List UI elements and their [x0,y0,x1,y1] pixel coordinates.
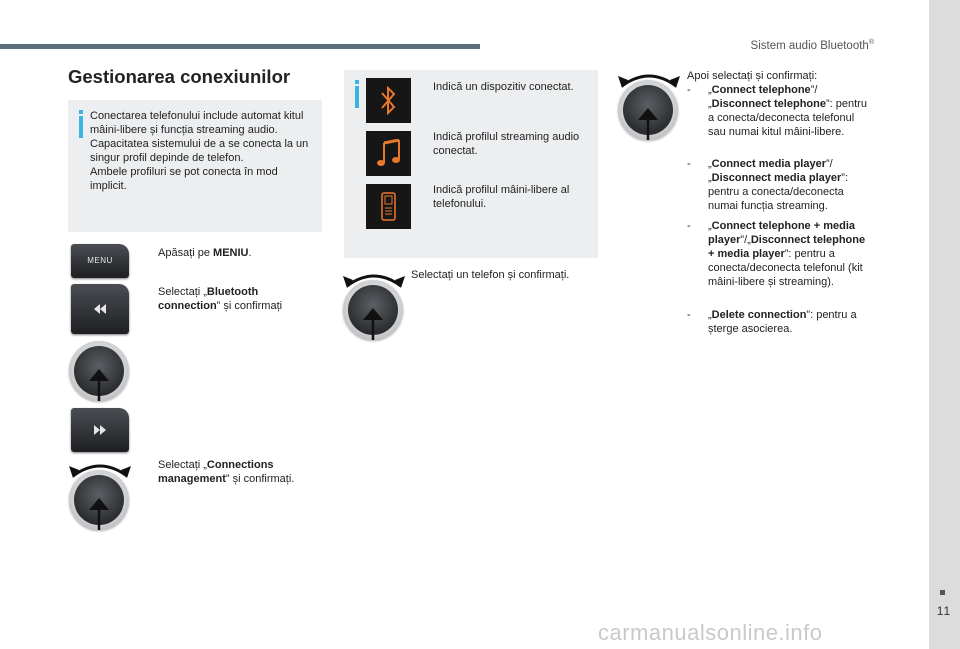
press-arrow-icon [361,308,385,340]
press-arrow-icon [87,498,111,530]
bullet-dash: - [687,84,691,96]
rotary-knob[interactable] [69,341,129,401]
menu-button[interactable] [71,244,129,278]
bullet-dash: - [687,220,691,232]
fast-forward-button[interactable] [71,408,129,452]
music-tile [366,131,411,176]
rewind-button[interactable] [71,284,129,334]
page-edge-band [929,0,960,649]
rotary-knob[interactable] [343,280,403,340]
music-note-icon [375,139,403,168]
option-delete-connection: - „Delete connection”: pentru a șterge asocierea. [687,309,857,335]
header-rule [0,44,480,49]
page-marker [940,590,945,595]
press-arrow-icon [636,108,660,140]
bullet-dash: - [687,309,691,321]
fast-forward-icon [93,425,107,435]
step-connections-text: Selectați „Connections management” și confirmați. [158,459,295,485]
section-title: Gestionarea conexiunilor [68,66,291,87]
menu-button-label: MENU [87,256,113,265]
bluetooth-icon [380,86,397,115]
step-menu-text: Apăsați pe MENIU. [158,247,252,259]
bluetooth-tile [366,78,411,123]
watermark: carmanualsonline.info [598,620,823,645]
legend-handsfree-profile: Indică profilul mâini-libere al telefonului. [433,184,570,210]
option-connect-telephone: - „Connect telephone”/ „Disconnect telephone”: pentru a conecta/deconecta telefonul sau numai kitul mâini-libere. [687,84,867,138]
press-arrow-icon [87,369,111,401]
info-icon [79,116,83,138]
info-note [68,100,322,232]
info-icon [355,86,359,108]
rotary-knob[interactable] [618,80,678,140]
legend-streaming-profile: Indică profilul streaming audio conectat. [433,131,580,157]
step-select-phone-text: Selectați un telefon și confirmați. [411,269,570,281]
rewind-icon [93,304,107,314]
legend-connected-device: Indică un dispozitiv conectat. [433,81,574,93]
header-title: Sistem audio Bluetooth® [750,39,874,52]
option-connect-telephone-media-player: - „Connect telephone + media player”/„Disconnect telephone + media player”: pentru a conecta/deconecta telefonul (kit mâini-libere și streaming). [687,220,866,288]
step-bluetooth-text: Selectați „Bluetooth connection” și confirmați [158,286,283,312]
option-connect-media-player: - „Connect media player”/ „Disconnect media player”: pentru a conecta/deconecta numai funcția streaming. [687,158,849,212]
phone-tile [366,184,411,229]
bullet-dash: - [687,158,691,170]
rotary-knob[interactable] [69,470,129,530]
info-note-text: Conectarea telefonului include automat kitul mâini-libere și funcția streaming audio. Capacitatea sistemului de a se conecta la un singur profil depinde de telefon. Ambele profiluri se pot conecta în mod implicit. [90,110,309,192]
mobile-phone-icon [380,192,397,221]
icon-legend [344,70,598,258]
then-select-text: Apoi selectați și confirmați: [687,70,818,82]
page-number: 11 [936,604,952,618]
